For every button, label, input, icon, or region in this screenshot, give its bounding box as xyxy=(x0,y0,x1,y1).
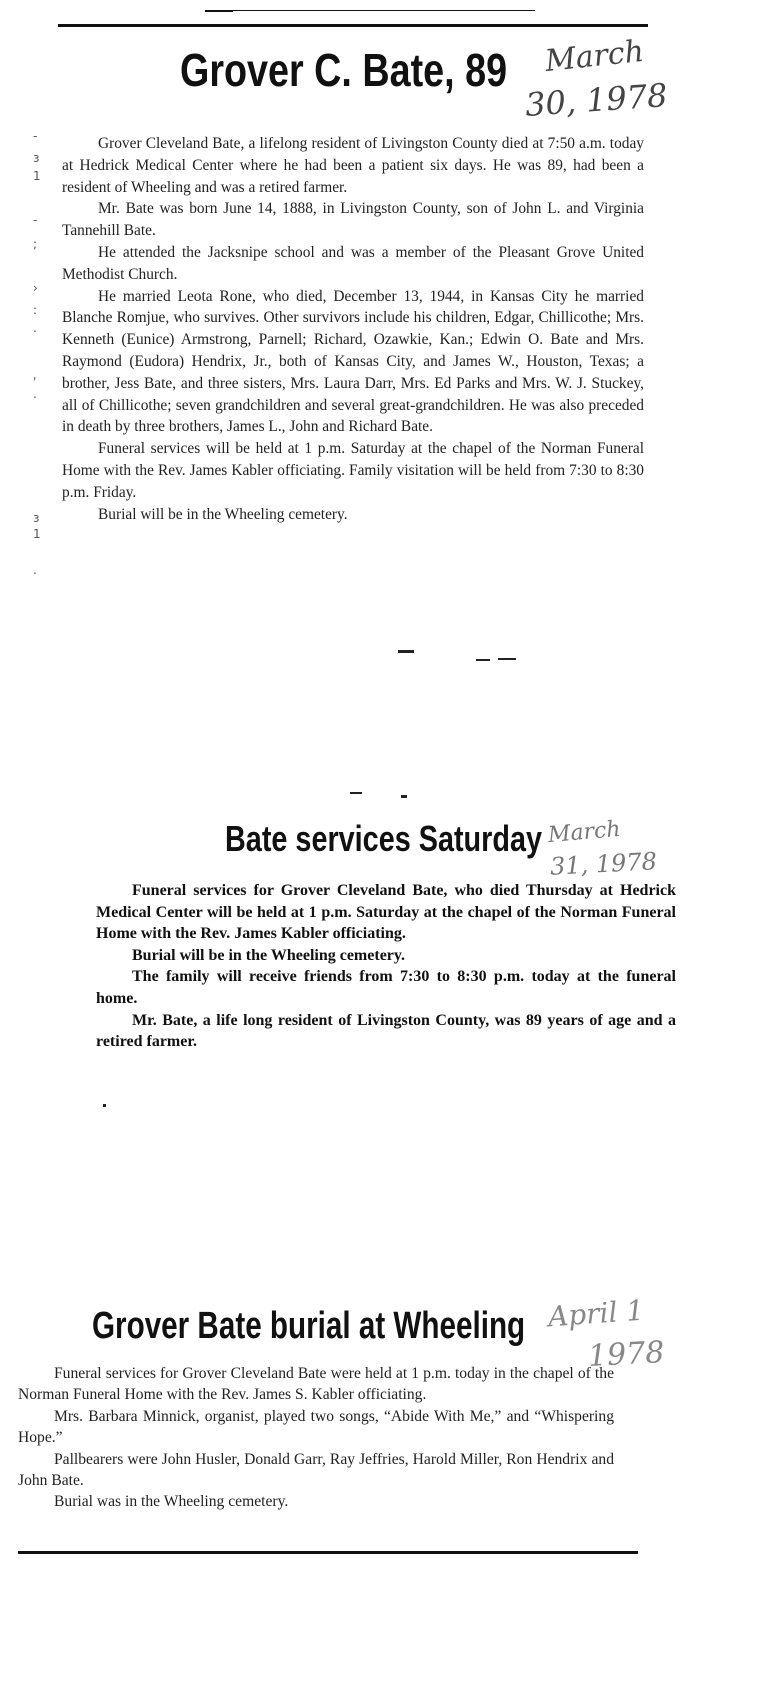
article3-handwritten-date-month: April 1 xyxy=(546,1293,646,1334)
article3-paragraph: Pallbearers were John Husler, Donald Garr, Ray Jeffries, Harold Miller, Ron Hendrix and John Bate. xyxy=(18,1450,614,1490)
article1-paragraph: Grover Cleveland Bate, a lifelong resident of Livingston County died at 7:50 a.m. today at Hedrick Medical Center where he had been a patient six days. He was 89, had been a resident of Wheeling and was a retired farmer. xyxy=(62,135,644,196)
margin-mark: ; xyxy=(33,237,38,251)
article1-handwritten-date-year: 30, 1978 xyxy=(523,76,669,124)
article3-paragraph: Mrs. Barbara Minnick, organist, played two songs, “Abide With Me,” and “Whispering Hope.” xyxy=(18,1407,614,1447)
margin-mark: - xyxy=(33,213,38,227)
article1-paragraph: He attended the Jacksnipe school and was a member of the Pleasant Grove United Methodist Church. xyxy=(62,243,644,283)
margin-mark: . xyxy=(33,321,37,335)
article3-headline: Grover Bate burial at Wheeling xyxy=(92,1305,526,1347)
bottom-rule xyxy=(18,1551,638,1554)
margin-mark: . xyxy=(33,387,37,401)
scan-speck xyxy=(498,658,516,660)
article2-handwritten-date-month: March xyxy=(547,816,622,849)
article1-paragraph: Funeral services will be held at 1 p.m. Saturday at the chapel of the Norman Funeral Home with the Rev. James Kabler officiating. Family visitation will be held from 7:30 to 8:30 p.m. Friday. xyxy=(62,440,644,501)
article2-paragraph: Funeral services for Grover Cleveland Bate, who died Thursday at Hedrick Medical Center will be held at 1 p.m. Saturday at the chapel of the Norman Funeral Home with the Rev. James Kabler officiating. xyxy=(96,882,676,943)
margin-mark: ' xyxy=(33,375,37,389)
article2-handwritten-date-year: 31, 1978 xyxy=(549,847,658,881)
article2-headline: Bate services Saturday xyxy=(225,818,542,859)
article2-paragraph: Burial will be in the Wheeling cemetery. xyxy=(132,946,406,964)
article1-body xyxy=(62,133,644,525)
article1-paragraph: He married Leota Rone, who died, December 13, 1944, in Kansas City he married Blanche Romjue, who survives. Other survivors include his children, Edgar, Chillicothe; Mrs. Kenneth (Eunice) Armstrong, Parnell; Richard, Ozawkie, Kan.; Edwin O. Bate and Mrs. Raymond (Eudora) Hendrix, Jr., both of Kansas City, and James W., Houston, Texas; a brother, Jess Bate, and three sisters, Mrs. Laura Darr, Mrs. Ed Parks and Mrs. W. J. Stuckey, all of Chillicothe; seven grandchildren and several great-grandchildren. He was also preceded in death by three brothers, James L., John and Richard Bate. xyxy=(62,287,644,436)
scan-speck xyxy=(398,650,414,653)
margin-mark: › xyxy=(33,281,38,295)
top-rule-short-left xyxy=(205,10,233,12)
top-rule-short xyxy=(205,10,535,11)
top-rule xyxy=(58,24,648,27)
margin-mark: . xyxy=(33,563,37,577)
article1-handwritten-date-month: March xyxy=(543,33,646,80)
article2-paragraph: The family will receive friends from 7:30 to 8:30 p.m. today at the funeral home. xyxy=(96,968,676,1007)
margin-mark: 1 xyxy=(33,527,41,541)
margin-mark: : xyxy=(33,303,38,317)
article1-headline: Grover C. Bate, 89 xyxy=(180,44,508,96)
article1-paragraph: Burial will be in the Wheeling cemetery. xyxy=(98,505,348,523)
article3-paragraph: Funeral services for Grover Cleveland Bate were held at 1 p.m. today in the chapel of the Norman Funeral Home with the Rev. James S. Kabler officiating. xyxy=(18,1365,614,1404)
scan-speck xyxy=(401,795,407,798)
margin-mark: - xyxy=(33,129,38,143)
article2-paragraph: Mr. Bate, a life long resident of Livingston County, was 89 years of age and a retired farmer. xyxy=(96,1011,676,1051)
article3-body xyxy=(18,1363,614,1513)
scan-speck xyxy=(103,1104,106,1107)
article3-handwritten-date-year: 1978 xyxy=(587,1335,666,1374)
scan-speck xyxy=(476,659,490,661)
article3-paragraph: Burial was in the Wheeling cemetery. xyxy=(54,1493,289,1511)
scan-speck xyxy=(350,792,362,794)
article1-paragraph: Mr. Bate was born June 14, 1888, in Livingston County, son of John L. and Virginia Tannehill Bate. xyxy=(62,200,644,240)
article2-body xyxy=(96,880,676,1053)
margin-mark: ɜ xyxy=(33,151,40,165)
margin-mark: ɜ xyxy=(33,511,40,525)
margin-mark: 1 xyxy=(33,169,41,183)
